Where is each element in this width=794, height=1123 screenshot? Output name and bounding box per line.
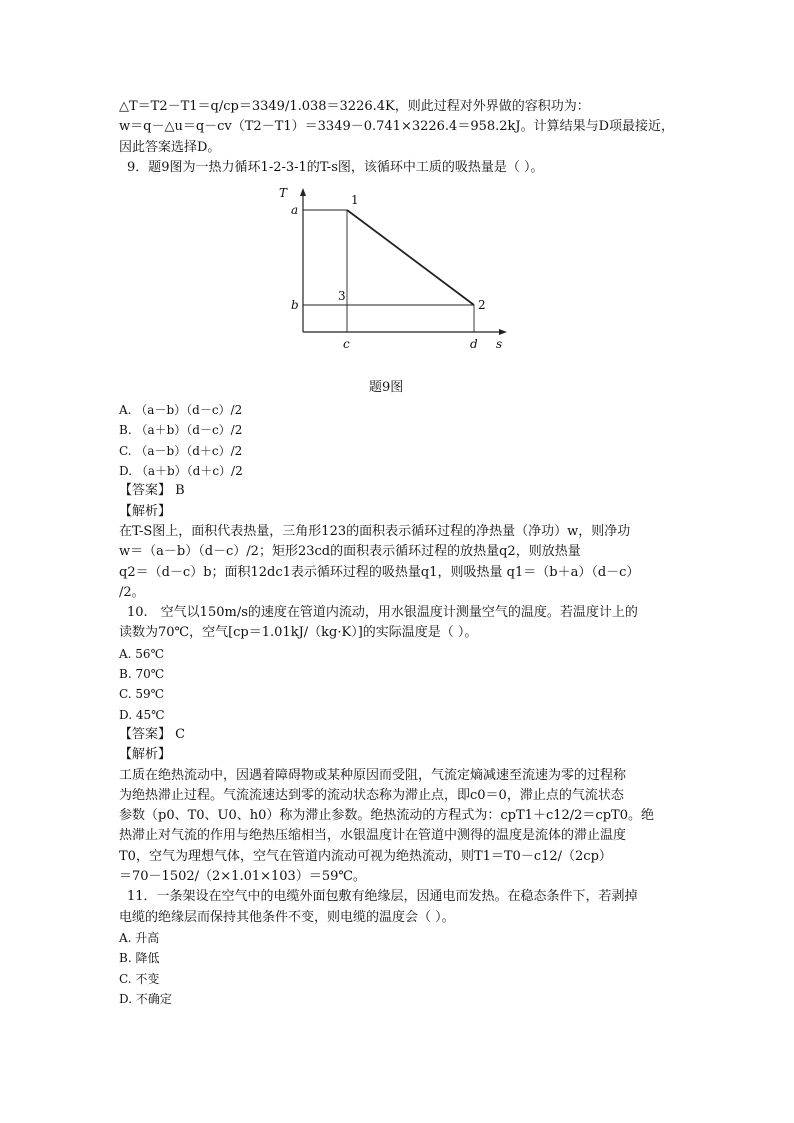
- point-2-label: 2: [478, 298, 486, 313]
- q10-analysis-line-6: ＝70－1502/（2×1.01×103）＝59℃。: [119, 869, 366, 885]
- q10-analysis-line-1: 工质在绝热流动中，因遇着障碍物或某种原因而受阻，气流定熵减速至流速为零的过程称: [119, 767, 627, 783]
- question-10-stem-1: 10. 空气以150m/s的速度在管道内流动，用水银温度计测量空气的温度。若温度计上的: [127, 605, 638, 621]
- t-axis-label: T: [279, 186, 288, 201]
- figure-caption-wrap: [119, 378, 679, 400]
- q10-analysis-title: 【解析】: [119, 747, 172, 763]
- q10-analysis-line-4: 热滞止对气流的作用与绝热压缩相当，水银温度计在管道中测得的温度是流体的滞止温度: [119, 828, 627, 844]
- question-11-stem-1: 11．一条架设在空气中的电缆外面包敷有绝缘层，因通电而发热。在稳态条件下，若剥掉: [127, 889, 638, 905]
- q9-option-b: B. （a＋b）（d－c）/2: [119, 423, 243, 438]
- q9-analysis-line-2: w＝（a－b）（d－c）/2；矩形23cd的面积表示循环过程的放热量q2，则放热量: [119, 544, 581, 560]
- tick-a-label: a: [291, 203, 299, 218]
- q10-analysis-line-2: 为绝热滞止过程。气流流速达到零的流动状态称为滞止点，即c0＝0，滞止点的气流状态: [119, 787, 624, 803]
- q9-analysis-title: 【解析】: [119, 503, 172, 519]
- point-1-label: 1: [351, 193, 359, 208]
- q10-analysis-line-3: 参数（p0、T0、U0、h0）称为滞止参数。绝热流动的方程式为：cpT1＋c12/2＝cpT0。绝: [119, 808, 654, 824]
- prev-solution-line-2: w＝q－△u＝q－cv（T2－T1）＝3349－0.741×3226.4＝958.2kJ。计算结果与D项最接近，: [119, 119, 675, 135]
- q9-option-c: C. （a－b）（d＋c）/2: [119, 443, 243, 458]
- q9-analysis-line-3: q2＝（d－c）b；面积12dc1表示循环过程的吸热量q1，则吸热量 q1＝（b＋a）（d－c）: [119, 564, 640, 580]
- q10-option-d: D. 45℃: [119, 707, 165, 722]
- question-9-figure: [119, 182, 679, 378]
- tick-c-label: c: [343, 337, 350, 352]
- question-9-stem: 9．题9图为一热力循环1-2-3-1的T-s图，该循环中工质的吸热量是（ ）。: [127, 159, 544, 175]
- q11-option-c: C. 不变: [119, 971, 160, 986]
- q11-option-a: A. 升高: [119, 930, 160, 945]
- question-11-stem-2: 电缆的绝缘层而保持其他条件不变，则电缆的温度会（ ）。: [119, 909, 455, 925]
- q10-option-a: A. 56℃: [119, 646, 164, 661]
- figure-caption: 题9图: [369, 380, 404, 396]
- q10-option-b: B. 70℃: [119, 667, 165, 682]
- q11-option-b: B. 降低: [119, 951, 160, 966]
- q9-option-d: D. （a＋b）（d＋c）/2: [119, 464, 243, 479]
- q9-answer: 【答案】 B: [119, 483, 185, 499]
- q9-analysis-line-4: /2。: [119, 584, 145, 600]
- ts-diagram: [271, 182, 531, 378]
- s-axis-arrow: [499, 329, 507, 335]
- q9-option-a: A. （a－b）（d－c）/2: [119, 403, 243, 418]
- prev-solution-line-1: △T＝T2－T1＝q/cp＝3349/1.038＝3226.4K，则此过程对外界做的容积功为：: [119, 99, 590, 114]
- point-3-label: 3: [338, 289, 346, 304]
- question-10-stem-2: 读数为70℃，空气[cp＝1.01kJ/（kg·K）]的实际温度是（ ）。: [119, 625, 478, 641]
- q10-analysis-line-5: T0，空气为理想气体，空气在管道内流动可视为绝热流动，则T1＝T0－c12/（2cp）: [119, 848, 612, 864]
- tick-d-label: d: [470, 337, 478, 352]
- q11-option-d: D. 不确定: [119, 991, 172, 1006]
- document-body: [119, 97, 679, 1009]
- q9-analysis-line-1: 在T-S图上，面积代表热量，三角形123的面积表示循环过程的净热量（净功）w，则净功: [119, 523, 631, 539]
- cycle-line-1-2: [347, 210, 474, 305]
- s-axis-label: s: [496, 337, 503, 352]
- q10-answer: 【答案】 C: [119, 726, 186, 742]
- t-axis-arrow: [300, 188, 306, 196]
- prev-solution-line-3: 因此答案选择D。: [119, 139, 221, 155]
- tick-b-label: b: [291, 298, 299, 313]
- q10-option-c: C. 59℃: [119, 687, 165, 702]
